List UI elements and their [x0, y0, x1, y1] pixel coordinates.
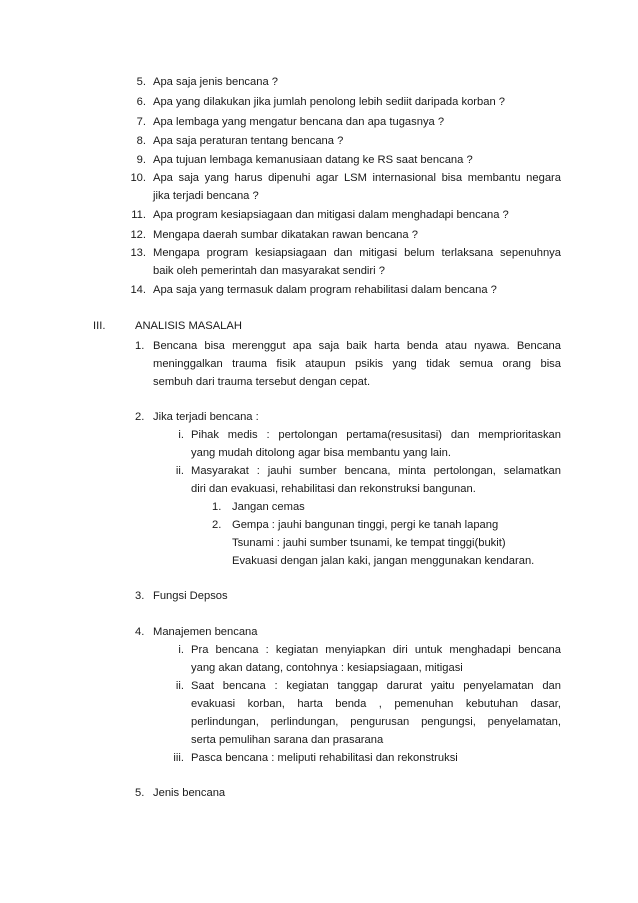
sub-item-line: perlindungan, perlindungan, pengurusan pengungsi, penyelamatan, [191, 716, 561, 728]
question-text: Mengapa program kesiapsiagaan dan mitigasi belum terlaksana sepenuhnya [153, 247, 561, 259]
question-text: Apa saja yang termasuk dalam program rehabilitasi dalam bencana ? [153, 284, 497, 296]
sub-item-number: iii. [173, 752, 184, 764]
question-number: 5. [136, 76, 146, 88]
point-text-continuation: Tsunami : jauhi sumber tsunami, ke tempat tinggi(bukit) [232, 537, 506, 549]
question-text-continuation: baik oleh pemerintah dan masyarakat sendiri ? [153, 265, 385, 277]
question-text: Apa yang dilakukan jika jumlah penolong lebih sediit daripada korban ? [153, 96, 506, 108]
sub-item-number: i. [178, 644, 184, 656]
item-number: 2. [135, 411, 145, 423]
sub-item-line: Pihak medis : pertolongan pertama(resusitasi) dan memprioritaskan [191, 429, 561, 441]
question-number: 11. [131, 209, 146, 221]
question-text: Apa program kesiapsiagaan dan mitigasi dalam menghadapi bencana ? [153, 209, 509, 221]
question-text: Apa lembaga yang mengatur bencana dan apa tugasnya ? [153, 116, 445, 128]
section-number: III. [93, 320, 106, 332]
question-number: 10. [130, 172, 146, 184]
point-number: 2. [212, 519, 222, 531]
point-number: 1. [212, 501, 222, 513]
point-text-continuation: Evakuasi dengan jalan kaki, jangan menggunakan kendaran. [232, 555, 535, 567]
item-number: 1. [135, 340, 145, 352]
section-title: ANALISIS MASALAH [135, 320, 242, 332]
sub-item-line: Saat bencana : kegiatan tanggap darurat yaitu penyelamatan dan [191, 680, 561, 692]
question-number: 8. [136, 135, 146, 147]
question-number: 13. [130, 247, 146, 259]
paragraph-line: meninggalkan trauma fisik ataupun psikis yang tidak semua orang bisa [153, 358, 561, 370]
question-text: Apa saja jenis bencana ? [153, 76, 279, 88]
sub-item-line: serta pemulihan sarana dan prasarana [191, 734, 384, 746]
sub-item-line: Pra bencana : kegiatan menyiapkan diri untuk menghadapi bencana [191, 644, 561, 656]
sub-item-number: i. [178, 429, 184, 441]
sub-item-number: ii. [175, 680, 184, 692]
sub-item-line: Pasca bencana : meliputi rehabilitasi dan rekonstruksi [191, 752, 458, 764]
question-text: Apa saja peraturan tentang bencana ? [153, 135, 344, 147]
item-number: 3. [135, 590, 145, 602]
question-number: 12. [130, 229, 146, 241]
sub-item-line: evakuasi korban, harta benda , pemenuhan kebutuhan dasar, [191, 698, 561, 710]
question-number: 9. [136, 154, 146, 166]
paragraph-line: Bencana bisa merenggut apa saja baik harta benda atau nyawa. Bencana [153, 340, 561, 352]
sub-item-line: diri dan evakuasi, rehabilitasi dan rekonstruksi bangunan. [191, 483, 476, 495]
question-number: 7. [136, 116, 146, 128]
question-text-continuation: jika terjadi bencana ? [153, 190, 259, 202]
paragraph-line: sembuh dari trauma tersebut dengan cepat. [153, 376, 371, 388]
question-text: Apa saja yang harus dipenuhi agar LSM internasional bisa membantu negara [153, 172, 561, 184]
item-text: Fungsi Depsos [153, 590, 228, 602]
sub-item-line: yang akan datang, contohnya : kesiapsiagaan, mitigasi [191, 662, 463, 674]
question-number: 14. [130, 284, 146, 296]
item-text: Jenis bencana [153, 787, 226, 799]
item-number: 4. [135, 626, 145, 638]
point-text: Gempa : jauhi bangunan tinggi, pergi ke tanah lapang [232, 519, 499, 531]
item-text: Manajemen bencana [153, 626, 258, 638]
item-text: Jika terjadi bencana : [153, 411, 259, 423]
item-number: 5. [135, 787, 145, 799]
sub-item-line: Masyarakat : jauhi sumber bencana, minta pertolongan, selamatkan [191, 465, 561, 477]
sub-item-number: ii. [175, 465, 184, 477]
sub-item-line: yang mudah ditolong agar bisa membantu yang lain. [191, 447, 451, 459]
question-text: Mengapa daerah sumbar dikatakan rawan bencana ? [153, 229, 418, 241]
question-text: Apa tujuan lembaga kemanusiaan datang ke RS saat bencana ? [153, 154, 473, 166]
question-number: 6. [136, 96, 146, 108]
point-text: Jangan cemas [232, 501, 305, 513]
